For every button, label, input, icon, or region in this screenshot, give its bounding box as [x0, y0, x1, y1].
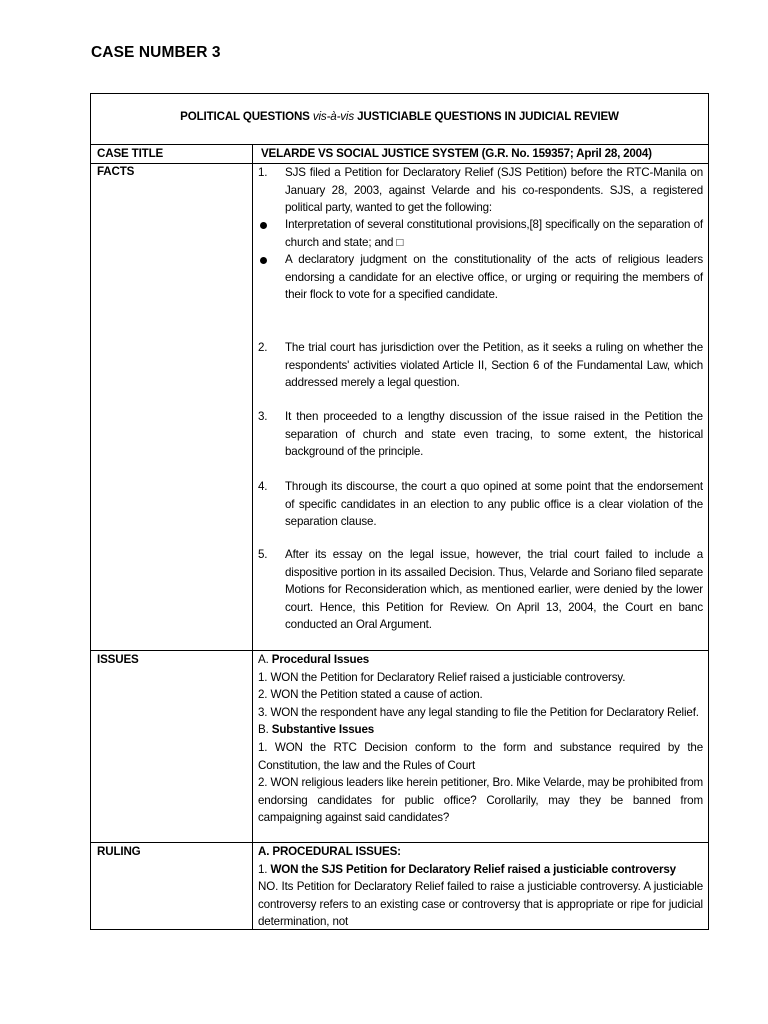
issue-item: 2. WON the Petition stated a cause of action. [258, 688, 483, 702]
ruling-content [258, 843, 703, 931]
case-title-value: VELARDE VS SOCIAL JUSTICE SYSTEM (G.R. No. 159357; April 28, 2004) [261, 147, 652, 160]
issue-item: 1. WON the RTC Decision conform to the form and substance required by the Constitution, the law and the Rules of Court [258, 740, 703, 772]
ruling-item-title: 1. WON the SJS Petition for Declaratory Relief raised a justiciable controversy [258, 862, 676, 876]
facts-label: FACTS [97, 165, 135, 178]
table-title: POLITICAL QUESTIONS vis-à-vis JUSTICIABLE QUESTIONS IN JUDICIAL REVIEW [180, 110, 619, 123]
substantive-issues-heading: B. Substantive Issues [258, 723, 375, 737]
issues-content [258, 651, 703, 827]
bullet-icon [260, 222, 267, 229]
fact-bullet: A declaratory judgment on the constitutionality of the acts of religious leaders endorsing a candidate for an elective office, or urging or requiring the members of their flock to vote for a specified candidate. [258, 251, 703, 304]
fact-item: 4. Through its discourse, the court a quo opined at some point that the endorsement of specific candidates in an election to any public office is a clear violation of the separation clause. [258, 480, 703, 529]
issue-item: 3. WON the respondent have any legal standing to file the Petition for Declaratory Relief. [258, 705, 699, 719]
issues-label: ISSUES [97, 653, 139, 666]
fact-item: 3. It then proceeded to a lengthy discussion of the issue raised in the Petition the separation of church and state even tracing, to some extent, the historical background of the principle. [258, 410, 703, 459]
row-divider [91, 144, 708, 145]
case-title-label: CASE TITLE [97, 147, 164, 160]
fact-item: 2. The trial court has jurisdiction over the Petition, as it seeks a ruling on whether the respondents' activities violated Article II, Section 6 of the Fundamental Law, which addressed merely a legal question. [258, 341, 703, 390]
procedural-issues-heading: A. Procedural Issues [258, 653, 370, 666]
case-table [90, 93, 709, 930]
ruling-text: NO. Its Petition for Declaratory Relief failed to raise a justiciable controversy. A justiciable controversy refers to an existing case or controversy that is appropriate or ripe for judicial determination, not [258, 880, 703, 929]
fact-bullet: Interpretation of several constitutional provisions,[8] specifically on the separation of church and state; and □ [258, 216, 703, 251]
ruling-label: RULING [97, 845, 141, 858]
fact-item: 5. After its essay on the legal issue, however, the trial court failed to include a dispositive portion in its assailed Decision. Thus, Velarde and Soriano filed separate Motions for Reconsideration which, as mentioned earlier, were denied by the lower court. Hence, this Petition for Review. On April 13, 2004, the Court en banc conducted an Oral Argument. [258, 548, 703, 632]
ruling-heading: A. PROCEDURAL ISSUES: [258, 845, 401, 858]
issue-item: 1. WON the Petition for Declaratory Relief raised a justiciable controversy. [258, 670, 626, 684]
column-divider [252, 144, 253, 929]
fact-item: 1. SJS filed a Petition for Declaratory Relief (SJS Petition) before the RTC-Manila on January 28, 2003, against Velarde and his co-respondents. SJS, a registered political party, wanted to get the following: [258, 166, 703, 215]
issue-item: 2. WON religious leaders like herein petitioner, Bro. Mike Velarde, may be prohibited from endorsing candidates for public office? Corollarily, may they be banned from campaigning against said candidates? [258, 776, 703, 825]
bullet-icon [260, 257, 267, 264]
case-number-heading: CASE NUMBER 3 [91, 44, 221, 61]
